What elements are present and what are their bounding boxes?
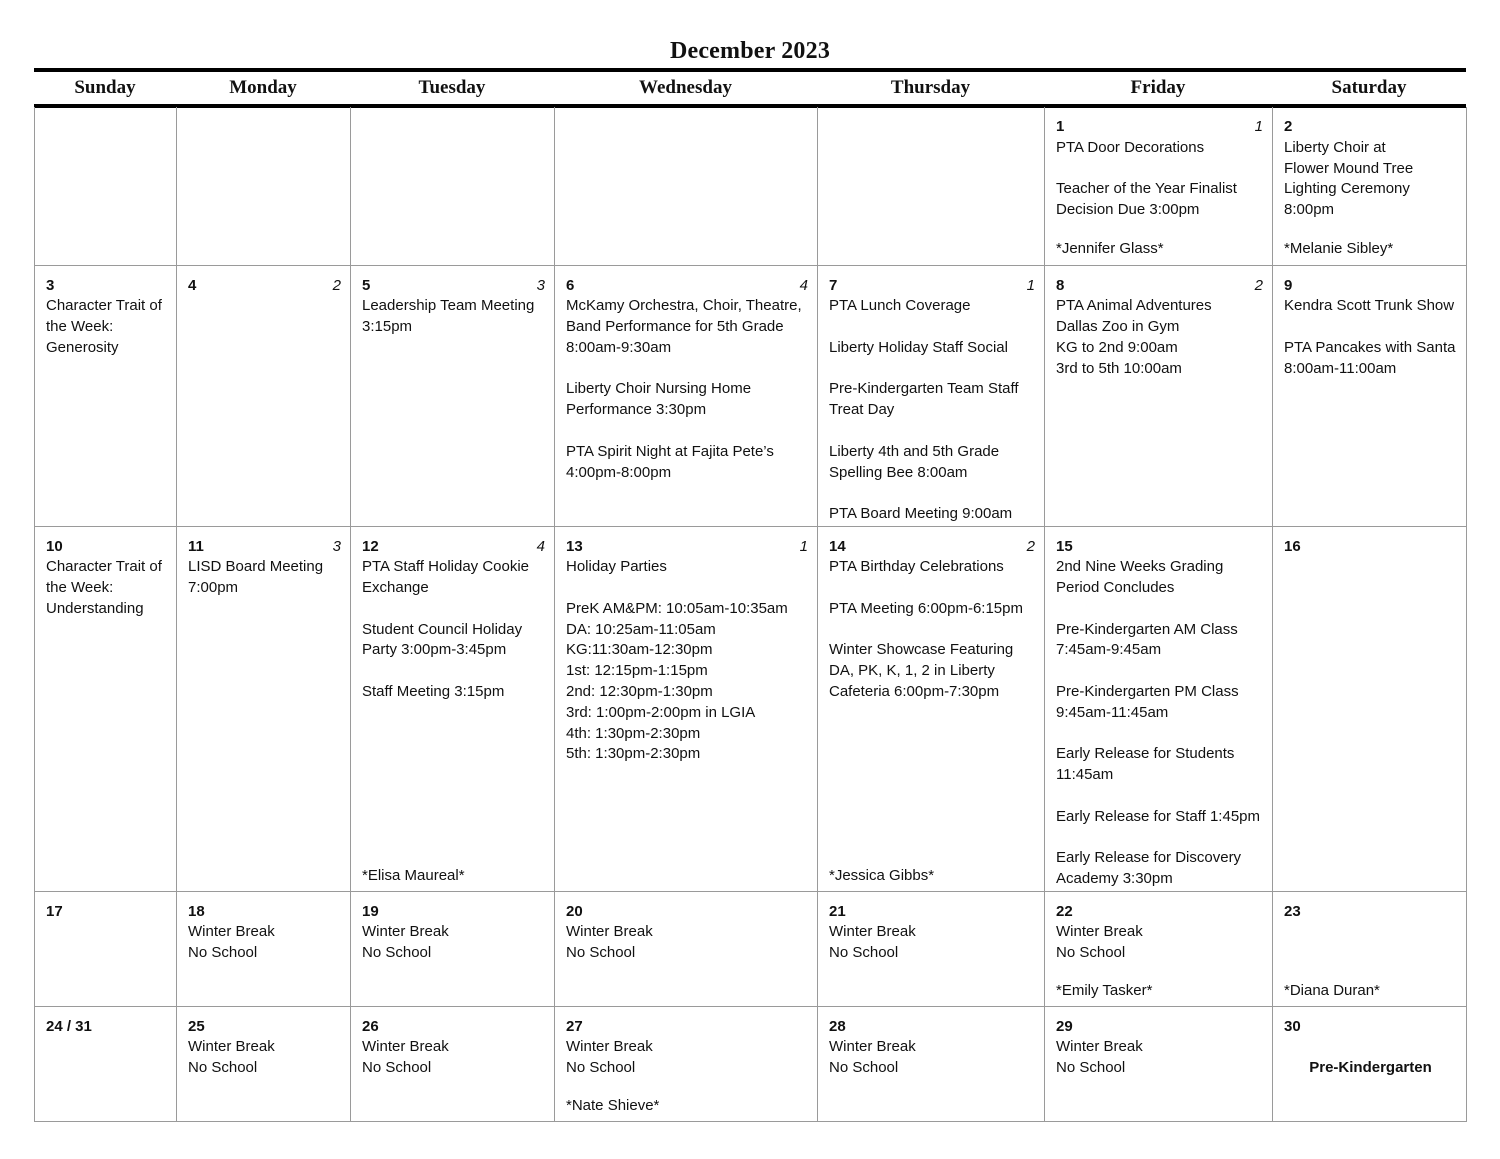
event-line: Kendra Scott Trunk Show (1284, 297, 1455, 315)
birthday-note (46, 239, 167, 260)
weekday-monday: Monday (229, 77, 297, 98)
event-line: PTA Birthday Celebrations (829, 558, 1004, 576)
event-line: Winter Break (566, 923, 653, 941)
birthday-note (188, 981, 341, 1002)
event-line (1056, 786, 1263, 807)
birthday-note: *Melanie Sibley* (1284, 240, 1394, 258)
event-line: PreK AM&PM: 10:05am-10:35am (566, 599, 788, 617)
day-number: 6 (566, 276, 575, 294)
calendar-day-cell (1045, 107, 1273, 265)
birthday-note (188, 501, 341, 522)
day-number: 29 (1056, 1017, 1073, 1035)
event-line: PTA Lunch Coverage (829, 297, 971, 315)
birthday-note (566, 501, 808, 522)
event-line: Pre-Kindergarten PM Class (1056, 683, 1239, 701)
weekday-saturday: Saturday (1331, 77, 1407, 98)
day-number: 19 (362, 902, 379, 920)
day-number: 25 (188, 1017, 205, 1035)
event-line: Liberty Choir Nursing Home (566, 380, 752, 398)
event-line: Exchange (362, 579, 429, 597)
day-number: 13 (566, 537, 583, 555)
event-line: Winter Break (362, 1038, 449, 1056)
rotation-day-badge: 2 (1254, 276, 1263, 294)
event-line: PTA Board Meeting 9:00am (829, 505, 1013, 523)
event-line: Party 3:00pm-3:45pm (362, 641, 507, 659)
day-number: 5 (362, 276, 371, 294)
event-line: Period Concludes (1056, 579, 1175, 597)
birthday-note (1284, 866, 1457, 887)
day-number: 9 (1284, 276, 1293, 294)
event-line (566, 578, 808, 599)
calendar-week-row (35, 891, 1467, 1006)
rotation-day-badge: 4 (536, 537, 545, 555)
event-line (1056, 661, 1263, 682)
calendar-day-cell (35, 1006, 177, 1121)
day-number: 27 (566, 1017, 583, 1035)
event-line: Pre-Kindergarten Team Staff (829, 380, 1019, 398)
event-line: Leadership Team Meeting (362, 297, 535, 315)
event-line: 8:00pm (1284, 201, 1335, 219)
birthday-note (46, 981, 167, 1002)
day-number: 1 (1056, 118, 1065, 135)
event-line: Winter Break (829, 1038, 916, 1056)
event-line: PTA Spirit Night at Fajita Pete’s (566, 442, 774, 460)
event-line: Liberty 4th and 5th Grade (829, 442, 1000, 460)
event-line: No School (829, 944, 899, 962)
event-line: Student Council Holiday (362, 620, 523, 638)
event-line: No School (1056, 1059, 1126, 1077)
calendar-day-cell (1273, 265, 1467, 526)
event-line: 2nd: 12:30pm-1:30pm (566, 683, 713, 701)
rotation-day-badge: 2 (1026, 537, 1035, 555)
event-line (1284, 317, 1457, 338)
event-line (829, 421, 1035, 442)
day-number: 16 (1284, 537, 1301, 555)
birthday-note (362, 501, 545, 522)
calendar-day-cell (177, 107, 351, 265)
birthday-note (1056, 1096, 1263, 1117)
calendar-day-cell (351, 107, 555, 265)
day-number: 24 / 31 (46, 1017, 92, 1035)
calendar-day-cell (1273, 107, 1467, 265)
calendar-day-cell (818, 891, 1045, 1006)
event-line (829, 317, 1035, 338)
event-line: Character Trait of (46, 558, 162, 576)
day-number: 10 (46, 537, 63, 555)
event-line: Holiday Parties (566, 558, 667, 576)
event-line (829, 620, 1035, 641)
calendar-day-cell (1273, 1006, 1467, 1121)
event-line (566, 359, 808, 380)
calendar-day-cell (35, 526, 177, 891)
event-line (829, 483, 1035, 504)
event-line: 8:00am-11:00am (1284, 359, 1397, 377)
event-line: Winter Break (1056, 1038, 1143, 1056)
event-line: KG:11:30am-12:30pm (566, 641, 713, 659)
birthday-note: *Jennifer Glass* (1056, 240, 1164, 258)
birthday-note (1284, 501, 1457, 522)
event-line: 5th: 1:30pm-2:30pm (566, 745, 701, 763)
event-line: Cafeteria 6:00pm-7:30pm (829, 683, 1000, 701)
event-line: Character Trait of (46, 297, 162, 315)
event-line: the Week: (46, 579, 114, 597)
rotation-day-badge: 3 (332, 537, 341, 555)
event-line (566, 421, 808, 442)
day-number: 30 (1284, 1017, 1301, 1035)
calendar-day-cell (1045, 1006, 1273, 1121)
calendar-day-cell (555, 107, 818, 265)
calendar-day-cell (555, 891, 818, 1006)
birthday-note (362, 239, 545, 260)
day-number: 23 (1284, 902, 1301, 920)
calendar-day-cell (177, 1006, 351, 1121)
event-line: PTA Meeting 6:00pm-6:15pm (829, 599, 1023, 617)
weekday-thursday: Thursday (890, 77, 971, 98)
event-line: Lighting Ceremony (1284, 180, 1410, 198)
event-line (1056, 599, 1263, 620)
birthday-note (829, 981, 1035, 1002)
birthday-note (566, 981, 808, 1002)
birthday-note (362, 1096, 545, 1117)
rotation-day-badge: 4 (799, 276, 808, 294)
event-line (362, 661, 545, 682)
event-line: 4:00pm-8:00pm (566, 463, 672, 481)
event-line: 1st: 12:15pm-1:15pm (566, 662, 708, 680)
birthday-note (566, 239, 808, 260)
rotation-day-badge: 1 (1254, 118, 1263, 135)
event-line: Dallas Zoo in Gym (1056, 318, 1180, 336)
event-line: 3:15pm (362, 318, 413, 336)
day-number: 18 (188, 902, 205, 920)
birthday-note: *Nate Shieve* (566, 1096, 660, 1114)
calendar-day-cell (351, 891, 555, 1006)
event-line: PTA Animal Adventures (1056, 297, 1212, 315)
weekday-sunday: Sunday (74, 77, 136, 98)
day-number: 21 (829, 902, 846, 920)
event-line: No School (188, 944, 258, 962)
event-line: 4th: 1:30pm-2:30pm (566, 724, 701, 742)
birthday-note: *Diana Duran* (1284, 981, 1380, 999)
calendar-title: December 2023 (669, 38, 831, 64)
calendar-week-row (35, 265, 1467, 526)
calendar-day-cell (1273, 891, 1467, 1006)
birthday-note: *Elisa Maureal* (362, 866, 465, 884)
event-line: McKamy Orchestra, Choir, Theatre, (566, 297, 802, 315)
calendar-week-row (35, 107, 1467, 265)
event-line: 3rd to 5th 10:00am (1056, 359, 1182, 377)
day-number: 14 (829, 537, 846, 555)
event-line: 7:45am-9:45am (1056, 641, 1162, 659)
day-number: 11 (188, 537, 204, 555)
day-number: 22 (1056, 902, 1073, 920)
calendar-day-cell (818, 265, 1045, 526)
day-number: 12 (362, 537, 379, 555)
event-line: Academy 3:30pm (1056, 870, 1173, 888)
weekday-header (34, 68, 1466, 108)
event-line: PTA Pancakes with Santa (1284, 338, 1456, 356)
calendar-week-row (35, 1006, 1467, 1121)
birthday-note (46, 866, 167, 887)
calendar-day-cell (555, 1006, 818, 1121)
calendar-week-row (35, 526, 1467, 891)
weekday-tuesday: Tuesday (418, 77, 486, 98)
day-number: 20 (566, 902, 583, 920)
event-line: Winter Break (829, 923, 916, 941)
event-line: Early Release for Students (1056, 745, 1235, 763)
event-line: 8:00am-9:30am (566, 338, 672, 356)
event-line: Winter Break (188, 923, 275, 941)
calendar-day-cell (818, 107, 1045, 265)
event-line: Winter Break (188, 1038, 275, 1056)
calendar-day-cell (351, 526, 555, 891)
event-line: PTA Door Decorations (1056, 138, 1205, 156)
rotation-day-badge: 3 (536, 276, 545, 294)
event-line (1056, 724, 1263, 745)
event-line: No School (188, 1059, 258, 1077)
event-line: DA: 10:25am-11:05am (566, 620, 716, 638)
birthday-note (188, 1096, 341, 1117)
calendar-day-cell (818, 526, 1045, 891)
event-line: Liberty Holiday Staff Social (829, 338, 1008, 356)
calendar-day-cell (1045, 265, 1273, 526)
day-number: 26 (362, 1017, 379, 1035)
birthday-note: *Emily Tasker* (1056, 981, 1153, 999)
day-number: 8 (1056, 276, 1065, 294)
event-line: Flower Mound Tree (1284, 159, 1414, 177)
birthday-note (46, 501, 167, 522)
event-line: Teacher of the Year Finalist (1056, 180, 1237, 198)
birthday-note (188, 239, 341, 260)
event-line: Staff Meeting 3:15pm (362, 683, 505, 701)
birthday-note (566, 866, 808, 887)
calendar-day-cell (35, 107, 177, 265)
calendar-day-cell (177, 265, 351, 526)
event-line (829, 578, 1035, 599)
event-line: 11:45am (1056, 766, 1114, 784)
birthday-note (46, 1096, 167, 1117)
event-line: No School (566, 1059, 636, 1077)
event-line: PTA Staff Holiday Cookie (362, 558, 530, 576)
birthday-note (188, 866, 341, 887)
event-line: Generosity (46, 338, 119, 356)
rotation-day-badge: 2 (332, 276, 341, 294)
day-number: 15 (1056, 537, 1073, 555)
calendar-day-cell (555, 526, 818, 891)
birthday-note: *Jessica Gibbs* (829, 866, 935, 884)
birthday-note (829, 1096, 1035, 1117)
event-line: No School (1056, 944, 1126, 962)
event-line: No School (829, 1059, 899, 1077)
event-line: Liberty Choir at (1284, 138, 1386, 156)
birthday-note (1056, 501, 1263, 522)
event-line: 3rd: 1:00pm-2:00pm in LGIA (566, 703, 756, 721)
weekday-wednesday: Wednesday (639, 77, 732, 98)
calendar-day-cell (555, 265, 818, 526)
rotation-day-badge: 1 (799, 537, 808, 555)
birthday-note (362, 981, 545, 1002)
day-number: 28 (829, 1017, 846, 1035)
event-line: DA, PK, K, 1, 2 in Liberty (829, 662, 995, 680)
event-line: 7:00pm (188, 579, 239, 597)
event-line: Early Release for Staff 1:45pm (1056, 807, 1260, 825)
calendar-grid (34, 107, 1467, 1122)
day-number: 4 (188, 276, 197, 294)
calendar-day-cell (177, 891, 351, 1006)
calendar-day-cell (351, 265, 555, 526)
calendar-day-cell (818, 1006, 1045, 1121)
calendar-day-cell (35, 265, 177, 526)
calendar-day-cell (1045, 526, 1273, 891)
event-line: 2nd Nine Weeks Grading (1056, 558, 1224, 576)
calendar-day-cell (351, 1006, 555, 1121)
event-line (1056, 159, 1263, 180)
event-line: the Week: (46, 318, 114, 336)
highlight-label: Pre-Kindergarten (1309, 1059, 1432, 1077)
event-line: Decision Due 3:00pm (1056, 201, 1200, 219)
event-line: No School (362, 944, 432, 962)
event-line: No School (362, 1059, 432, 1077)
weekday-friday: Friday (1130, 77, 1186, 98)
birthday-note (829, 239, 1035, 260)
event-line: Winter Break (566, 1038, 653, 1056)
event-line: Winter Showcase Featuring (829, 641, 1014, 659)
event-line: No School (566, 944, 636, 962)
day-number: 7 (829, 276, 838, 294)
event-line: Early Release for Discovery (1056, 849, 1242, 867)
day-number: 17 (46, 902, 63, 920)
event-line: Understanding (46, 599, 144, 617)
event-line: KG to 2nd 9:00am (1056, 338, 1178, 356)
event-line: 9:45am-11:45am (1056, 703, 1169, 721)
day-number: 2 (1284, 118, 1293, 135)
birthday-note (1284, 1096, 1457, 1117)
event-line (362, 599, 545, 620)
event-line: Performance 3:30pm (566, 401, 707, 419)
calendar-day-cell (1045, 891, 1273, 1006)
event-line: Winter Break (1056, 923, 1143, 941)
event-line: Winter Break (362, 923, 449, 941)
calendar-day-cell (1273, 526, 1467, 891)
calendar-day-cell (35, 891, 177, 1006)
event-line (1056, 828, 1263, 849)
calendar-day-cell (177, 526, 351, 891)
event-line: Band Performance for 5th Grade (566, 318, 784, 336)
event-line: Spelling Bee 8:00am (829, 463, 968, 481)
day-number: 3 (46, 276, 55, 294)
event-line: LISD Board Meeting (188, 558, 324, 576)
event-line (829, 359, 1035, 380)
event-line: Pre-Kindergarten AM Class (1056, 620, 1238, 638)
rotation-day-badge: 1 (1026, 276, 1035, 294)
event-line: Treat Day (829, 401, 895, 419)
